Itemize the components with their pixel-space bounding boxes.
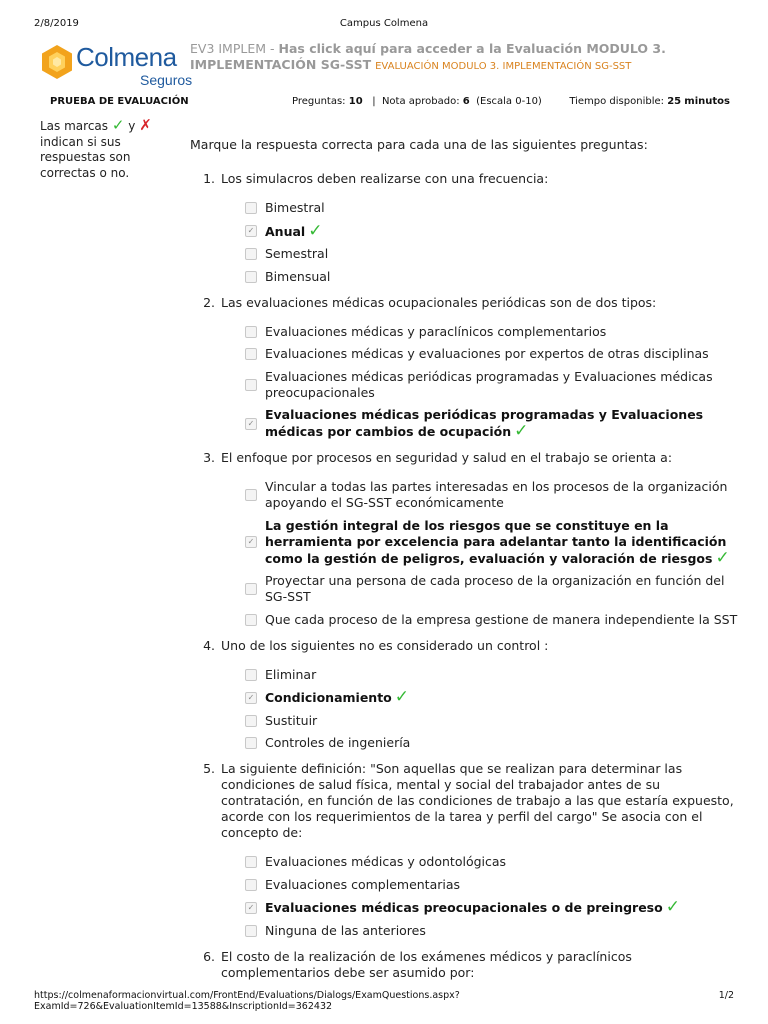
logo-name: Colmena: [76, 42, 177, 72]
exam-title: [190, 41, 750, 75]
option-text: Vincular a todas las partes interesadas en los procesos de la organización apoyando el SG-SST económicamente: [265, 479, 728, 510]
page-number: 1/2: [718, 990, 734, 1001]
option-label: [265, 877, 460, 893]
question-6: [190, 949, 740, 981]
question-number: 6.: [203, 948, 215, 964]
option-label: [265, 369, 740, 401]
option-text: Evaluaciones médicas y paraclínicos complementarios: [265, 323, 607, 339]
option-list: [245, 667, 740, 752]
option-text: Anual: [265, 223, 306, 239]
answer-checkbox[interactable]: [245, 379, 257, 391]
question-1: [190, 171, 740, 285]
escala-text: (Escala 0-10): [476, 96, 542, 107]
answer-checkbox[interactable]: [245, 248, 257, 260]
correct-check-icon: ✓: [308, 220, 323, 241]
question-3: [190, 450, 740, 628]
option-text: Evaluaciones médicas periódicas programadas y Evaluaciones médicas preocupacionales: [265, 368, 713, 400]
option-label: [265, 346, 709, 362]
nota-label: Nota aprobado:: [381, 96, 460, 107]
checked-checkbox[interactable]: ✓: [245, 902, 257, 914]
checked-checkbox[interactable]: ✓: [245, 692, 257, 704]
answer-option[interactable]: [245, 407, 740, 440]
question-text: [190, 171, 740, 187]
answer-option[interactable]: [245, 369, 740, 401]
question-body: El enfoque por procesos en seguridad y salud en el trabajo se orienta a:: [221, 450, 673, 465]
answer-checkbox[interactable]: [245, 925, 257, 937]
option-label: [265, 407, 740, 440]
answer-option[interactable]: [245, 877, 740, 893]
question-text: [190, 295, 740, 311]
correct-check-icon: ✓: [111, 116, 125, 134]
option-label: [265, 246, 328, 262]
print-title: Campus Colmena: [339, 18, 429, 29]
option-list: [245, 854, 740, 939]
option-text: Eliminar: [265, 666, 317, 682]
question-4: [190, 638, 740, 752]
question-number: 2.: [203, 294, 215, 310]
answer-checkbox[interactable]: [245, 856, 257, 868]
option-label: [265, 735, 410, 751]
exam-link[interactable]: Has click aquí para acceder a la Evaluación MODULO 3. IMPLEMENTACIÓN SG-SST: [190, 41, 666, 72]
instructions: Marque la respuesta correcta para cada una de las siguientes preguntas:: [190, 137, 648, 152]
answer-option[interactable]: [245, 713, 740, 729]
option-text: Bimestral: [265, 200, 325, 215]
correct-check-icon: ✓: [665, 897, 680, 917]
question-body: La siguiente definición: "Son aquellas que se realizan para determinar las condiciones de salud física, mental y social del trabajador antes de su contratación, en función de las condiciones de trabajo a las que estaría expuesto, acorde con los requerimientos de la tarea y perfil del cargo" Se asocia con el concepto de:: [221, 761, 734, 840]
answer-option[interactable]: [245, 735, 740, 751]
option-text: Ninguna de las anteriores: [265, 922, 426, 938]
exam-info-bar: [34, 96, 734, 110]
tiempo-unit: minutos: [684, 96, 730, 107]
question-number: 1.: [203, 171, 215, 186]
print-footer: [34, 990, 734, 1012]
exam-subtitle: EVALUACIÓN MODULO 3. IMPLEMENTACIÓN SG-SST: [375, 61, 632, 72]
tiempo-label: Tiempo disponible:: [569, 96, 664, 107]
answer-option[interactable]: [245, 269, 740, 285]
option-label: [265, 324, 606, 340]
question-5: [190, 761, 740, 939]
logo-sub: Seguros: [140, 72, 193, 88]
legend-text-1: Las marcas: [40, 119, 109, 133]
legend-note: [40, 118, 175, 181]
correct-check-icon: ✓: [514, 421, 529, 441]
prueba-label: PRUEBA DE EVALUACIÓN: [50, 96, 189, 107]
option-label: [265, 612, 737, 628]
answer-option[interactable]: [245, 667, 740, 683]
answer-option[interactable]: [245, 246, 740, 262]
option-label: [265, 923, 426, 939]
checked-checkbox[interactable]: ✓: [245, 418, 257, 430]
option-text: Sustituir: [265, 712, 318, 728]
option-label: [265, 854, 506, 870]
questions-area: [190, 137, 740, 994]
option-label: [265, 200, 325, 216]
option-label: [265, 518, 740, 567]
option-text: Que cada proceso de la empresa gestione de manera independiente la SST: [265, 611, 738, 627]
colmena-logo: [40, 42, 193, 92]
course-code: EV3 IMPLEM: [190, 41, 267, 56]
correct-check-icon: ✓: [394, 687, 410, 707]
answer-checkbox[interactable]: [245, 879, 257, 891]
option-text: Evaluaciones médicas periódicas programadas y Evaluaciones médicas por cambios de ocupación: [265, 407, 704, 439]
nota-value: 6: [462, 96, 470, 107]
option-text: Evaluaciones médicas preocupacionales o de preingreso: [265, 900, 663, 915]
tiempo-value: 25: [667, 96, 682, 107]
option-label: [265, 689, 409, 706]
answer-checkbox[interactable]: [245, 669, 257, 681]
answer-option[interactable]: [245, 612, 740, 628]
answer-option[interactable]: [245, 518, 740, 567]
question-number: 4.: [203, 637, 215, 653]
question-body: Las evaluaciones médicas ocupacionales periódicas son de dos tipos:: [221, 294, 657, 310]
answer-option[interactable]: [245, 854, 740, 870]
option-text: Semestral: [265, 246, 329, 261]
option-text: La gestión integral de los riesgos que se constituye en la herramienta por excelencia para adelantar tanto la identificación como la gestión de peligros, evaluación y valoración de riesgos: [265, 517, 727, 566]
answer-option[interactable]: [245, 689, 740, 706]
option-text: Controles de ingeniería: [265, 735, 411, 750]
legend-text-2: indican si sus respuestas son correctas o no.: [40, 134, 131, 180]
preguntas-label: Preguntas:: [292, 96, 346, 107]
preguntas-value: 10: [348, 96, 363, 107]
print-header: [34, 18, 734, 32]
answer-checkbox[interactable]: [245, 271, 257, 283]
answer-option[interactable]: [245, 923, 740, 939]
question-2: [190, 295, 740, 441]
option-text: Evaluaciones complementarias: [265, 876, 461, 892]
option-text: Bimensual: [265, 268, 331, 284]
option-label: [265, 220, 323, 241]
answer-option[interactable]: [245, 573, 740, 605]
info-separator: |: [372, 96, 376, 107]
option-text: Evaluaciones médicas y odontológicas: [265, 854, 507, 869]
hexagon-logo-icon: [40, 44, 74, 80]
option-text: Proyectar una persona de cada proceso de la organización en función del SG-SST: [265, 573, 725, 604]
question-list: [190, 171, 740, 981]
option-text: Evaluaciones médicas y evaluaciones por expertos de otras disciplinas: [265, 346, 709, 361]
question-text: [190, 450, 740, 466]
page-url: https://colmenaformacionvirtual.com/FrontEnd/Evaluations/Dialogs/ExamQuestions.aspx?ExamId=726&EvaluationItemId=13588&InscriptionId=362432: [34, 990, 460, 1012]
question-text: [190, 761, 740, 841]
question-body: Los simulacros deben realizarse con una frecuencia:: [221, 171, 549, 186]
option-list: [245, 200, 740, 285]
answer-checkbox[interactable]: [245, 583, 257, 595]
option-label: [265, 479, 740, 511]
answer-checkbox[interactable]: [245, 715, 257, 727]
tiempo-info: [569, 96, 730, 107]
answer-option[interactable]: [245, 324, 740, 340]
answer-option[interactable]: [245, 479, 740, 511]
option-label: [265, 573, 740, 605]
answer-option[interactable]: [245, 899, 740, 916]
answer-option[interactable]: [245, 346, 740, 362]
answer-checkbox[interactable]: [245, 614, 257, 626]
title-sep: -: [266, 41, 279, 56]
checked-checkbox[interactable]: ✓: [245, 536, 257, 548]
option-label: [265, 713, 317, 729]
wrong-x-icon: ✗: [139, 116, 152, 134]
answer-option[interactable]: [245, 220, 740, 241]
option-label: [265, 899, 680, 916]
question-body: El costo de la realización de los exámenes médicos y paraclínicos complementarios debe ser asumido por:: [221, 948, 632, 980]
answer-option[interactable]: [245, 200, 740, 216]
option-list: [245, 324, 740, 441]
question-text: [190, 949, 740, 981]
checked-checkbox[interactable]: ✓: [245, 225, 257, 237]
answer-checkbox[interactable]: [245, 489, 257, 501]
answer-checkbox[interactable]: [245, 326, 257, 338]
legend-y: y: [128, 119, 136, 133]
question-number: 3.: [203, 450, 215, 465]
option-text: Condicionamiento: [265, 690, 392, 705]
option-label: [265, 269, 330, 285]
correct-check-icon: ✓: [715, 547, 730, 568]
option-list: [245, 479, 740, 628]
answer-checkbox[interactable]: [245, 737, 257, 749]
print-date: 2/8/2019: [34, 18, 79, 29]
question-number: 5.: [203, 761, 215, 776]
answer-checkbox[interactable]: [245, 202, 257, 214]
question-text: [190, 638, 740, 654]
answer-checkbox[interactable]: [245, 348, 257, 360]
exam-params: [292, 96, 542, 107]
question-body: Uno de los siguientes no es considerado un control :: [221, 637, 549, 653]
option-label: [265, 667, 316, 683]
